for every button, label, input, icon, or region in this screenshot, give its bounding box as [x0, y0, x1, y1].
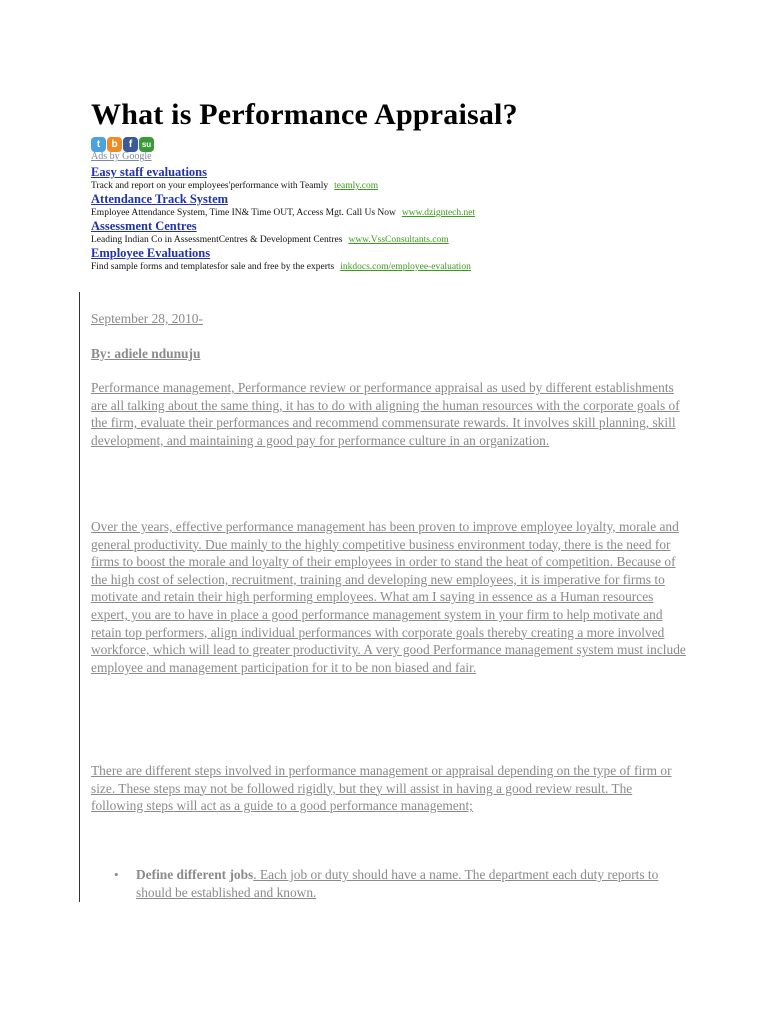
ad-description: Leading Indian Co in AssessmentCentres & Development Centres www.VssConsultants.com — [91, 235, 449, 245]
step-text: . Each job or duty should have a name. The department each duty reports to should be established and known. — [136, 867, 659, 900]
article-paragraph: There are different steps involved in performance management or appraisal depending on the type of firm or size. These steps may not be followed rigidly, but they will assist in having a good review result. The following steps will act as a guide to a good performance management; — [91, 763, 672, 814]
ad-description: Find sample forms and templatesfor sale and free by the experts inkdocs.com/employee-evaluation — [91, 262, 471, 272]
page-title: What is Performance Appraisal? — [91, 98, 518, 131]
ad-description: Track and report on your employees'performance with Teamly teamly.com — [91, 181, 379, 191]
social-share-bar — [91, 137, 154, 152]
ad-item — [91, 165, 378, 193]
ad-url-link[interactable]: teamly.com — [334, 181, 379, 191]
ad-item — [91, 246, 471, 274]
left-margin-rule — [79, 292, 80, 902]
blogger-icon[interactable]: b — [107, 137, 122, 152]
step-term: Define different jobs — [136, 867, 254, 882]
list-item — [114, 866, 674, 901]
ad-title-link[interactable]: Assessment Centres — [91, 219, 197, 233]
ad-url-link[interactable]: inkdocs.com/employee-evaluation — [340, 262, 471, 272]
steps-list — [114, 866, 674, 901]
article-date: September 28, 2010- — [91, 311, 203, 326]
twitter-icon[interactable]: t — [91, 137, 106, 152]
article-paragraph: Over the years, effective performance management has been proven to improve employee loyalty, morale and general productivity. Due mainly to the highly competitive business environment today, there is the need for firms to boost the morale and loyalty of their employees in order to stand the heat of competition. Because of the high cost of selection, recruitment, training and developing new employees, it is imperative for firms to motivate and retain their high performing employees. What am I saying in essence as a Human resources expert, you are to have in place a good performance management system in your firm to help motivate and retain top performers, align individual performances with corporate goals thereby creating a more involved workforce, which will lead to greater productivity. A very good Performance management system must include employee and management participation for it to be non biased and fair. — [91, 519, 686, 675]
bullet-icon: • — [114, 867, 119, 882]
facebook-icon[interactable]: f — [123, 137, 138, 152]
stumbleupon-icon[interactable]: su — [139, 137, 154, 152]
ad-description: Employee Attendance System, Time IN& Time OUT, Access Mgt. Call Us Now www.dzigntech.net — [91, 208, 476, 218]
ads-by-google-link[interactable]: Ads by Google — [91, 151, 152, 162]
ad-title-link[interactable]: Attendance Track System — [91, 192, 229, 206]
ad-title-link[interactable]: Easy staff evaluations — [91, 165, 207, 179]
ad-title-link[interactable]: Employee Evaluations — [91, 246, 211, 260]
ad-url-link[interactable]: www.dzigntech.net — [401, 208, 476, 218]
ad-item — [91, 219, 449, 247]
article-paragraph: Performance management, Performance review or performance appraisal as used by different establishments are all talking about the same thing, it has to do with aligning the human resources with the corporate goals of the firm, evaluate their performances and recommend commensurate rewards. It involves skill planning, skill development, and maintaining a good pay for performance culture in an organization. — [91, 380, 680, 448]
ad-url-link[interactable]: www.VssConsultants.com — [348, 235, 449, 245]
ad-item — [91, 192, 475, 220]
article-byline: By: adiele ndunuju — [91, 346, 201, 361]
